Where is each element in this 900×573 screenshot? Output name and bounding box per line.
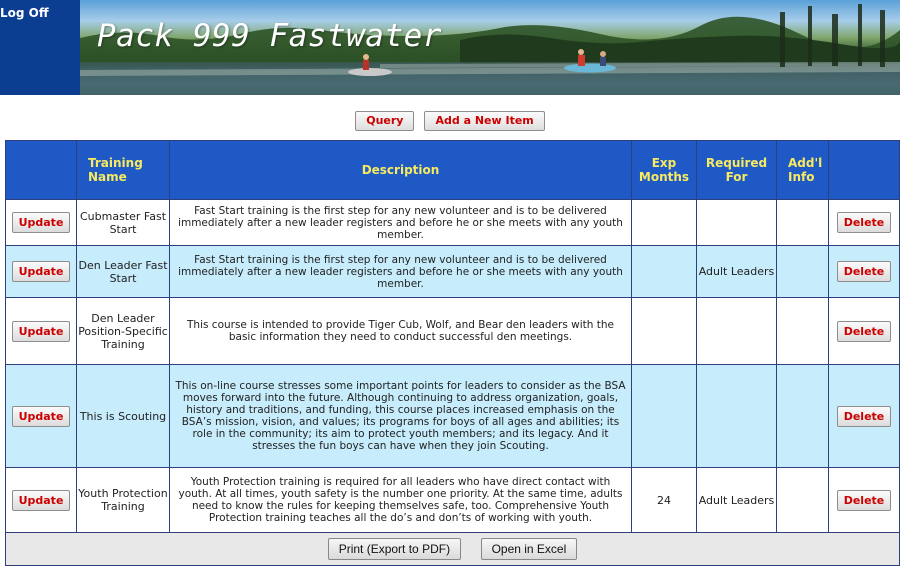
exp-months-cell — [632, 200, 697, 246]
addl-info-cell — [777, 246, 829, 298]
addl-info-cell — [777, 365, 829, 468]
update-button[interactable]: Update — [12, 261, 71, 282]
page-header — [0, 0, 900, 95]
col-header-required-for[interactable]: Required For — [697, 141, 777, 200]
exp-months-cell — [632, 365, 697, 468]
query-button[interactable]: Query — [355, 111, 414, 131]
table-row — [6, 468, 900, 533]
addl-info-cell — [777, 298, 829, 365]
exp-months-cell — [632, 246, 697, 298]
open-in-excel-button[interactable]: Open in Excel — [481, 538, 578, 560]
table-row — [6, 200, 900, 246]
description-cell: Fast Start training is the first step for any new volunteer and is to be delivered immediately after a new leader registers and before he or she meets with any youth member. — [170, 246, 632, 298]
delete-button[interactable]: Delete — [837, 490, 892, 511]
update-button[interactable]: Update — [12, 212, 71, 233]
training-table — [5, 140, 900, 566]
required-for-cell — [697, 365, 777, 468]
exp-months-cell — [632, 298, 697, 365]
col-header-addl-info[interactable]: Add'l Info — [777, 141, 829, 200]
table-row — [6, 246, 900, 298]
exp-months-cell: 24 — [632, 468, 697, 533]
delete-button[interactable]: Delete — [837, 261, 892, 282]
delete-button[interactable]: Delete — [837, 406, 892, 427]
delete-button[interactable]: Delete — [837, 321, 892, 342]
training-name-cell: Den Leader Position-Specific Training — [77, 298, 170, 365]
training-name-cell: Cubmaster Fast Start — [77, 200, 170, 246]
update-button[interactable]: Update — [12, 406, 71, 427]
required-for-cell: Adult Leaders — [697, 468, 777, 533]
col-header-delete — [829, 141, 900, 200]
required-for-cell: Adult Leaders — [697, 246, 777, 298]
table-header-row — [6, 141, 900, 200]
col-header-exp-months[interactable]: Exp Months — [632, 141, 697, 200]
addl-info-cell — [777, 468, 829, 533]
col-header-description[interactable]: Description — [170, 141, 632, 200]
description-cell: This course is intended to provide Tiger Cub, Wolf, and Bear den leaders with the basic information they need to conduct successful den meetings. — [170, 298, 632, 365]
col-header-action — [6, 141, 77, 200]
logoff-link[interactable]: Log Off — [0, 6, 49, 20]
banner-image — [80, 0, 900, 95]
description-cell: This on-line course stresses some important points for leaders to consider as the BSA moves forward into the future. Although continuing to address organization, goals, history and traditions, and funding, this course places increased emphasis on the BSA’s mission, vision, and values; its programs for boys of all ages and abilities; its role in the community; its aim to protect youth members; and its legacy. And it stresses the fun boys can have when they join Scouting. — [170, 365, 632, 468]
table-row — [6, 298, 900, 365]
logoff-panel — [0, 0, 80, 95]
training-name-cell: Youth Protection Training — [77, 468, 170, 533]
training-name-cell: Den Leader Fast Start — [77, 246, 170, 298]
toolbar — [0, 111, 900, 131]
required-for-cell — [697, 298, 777, 365]
description-cell: Fast Start training is the first step for any new volunteer and is to be delivered immediately after a new leader registers and before he or she meets with any youth member. — [170, 200, 632, 246]
addl-info-cell — [777, 200, 829, 246]
print-export-pdf-button[interactable]: Print (Export to PDF) — [328, 538, 461, 560]
add-new-item-button[interactable]: Add a New Item — [424, 111, 544, 131]
description-cell: Youth Protection training is required for all leaders who have direct contact with youth. At all times, youth safety is the number one priority. At the same time, adults need to know the rules for keeping themselves safe, too. Comprehensive Youth Protection training teaches all the do’s and don’ts of working with youth. — [170, 468, 632, 533]
table-row — [6, 365, 900, 468]
update-button[interactable]: Update — [12, 321, 71, 342]
table-footer-row — [6, 533, 900, 566]
training-name-cell: This is Scouting — [77, 365, 170, 468]
required-for-cell — [697, 200, 777, 246]
banner-title: Pack 999 Fastwater — [97, 18, 442, 54]
delete-button[interactable]: Delete — [837, 212, 892, 233]
col-header-training-name[interactable]: Training Name — [77, 141, 170, 200]
update-button[interactable]: Update — [12, 490, 71, 511]
